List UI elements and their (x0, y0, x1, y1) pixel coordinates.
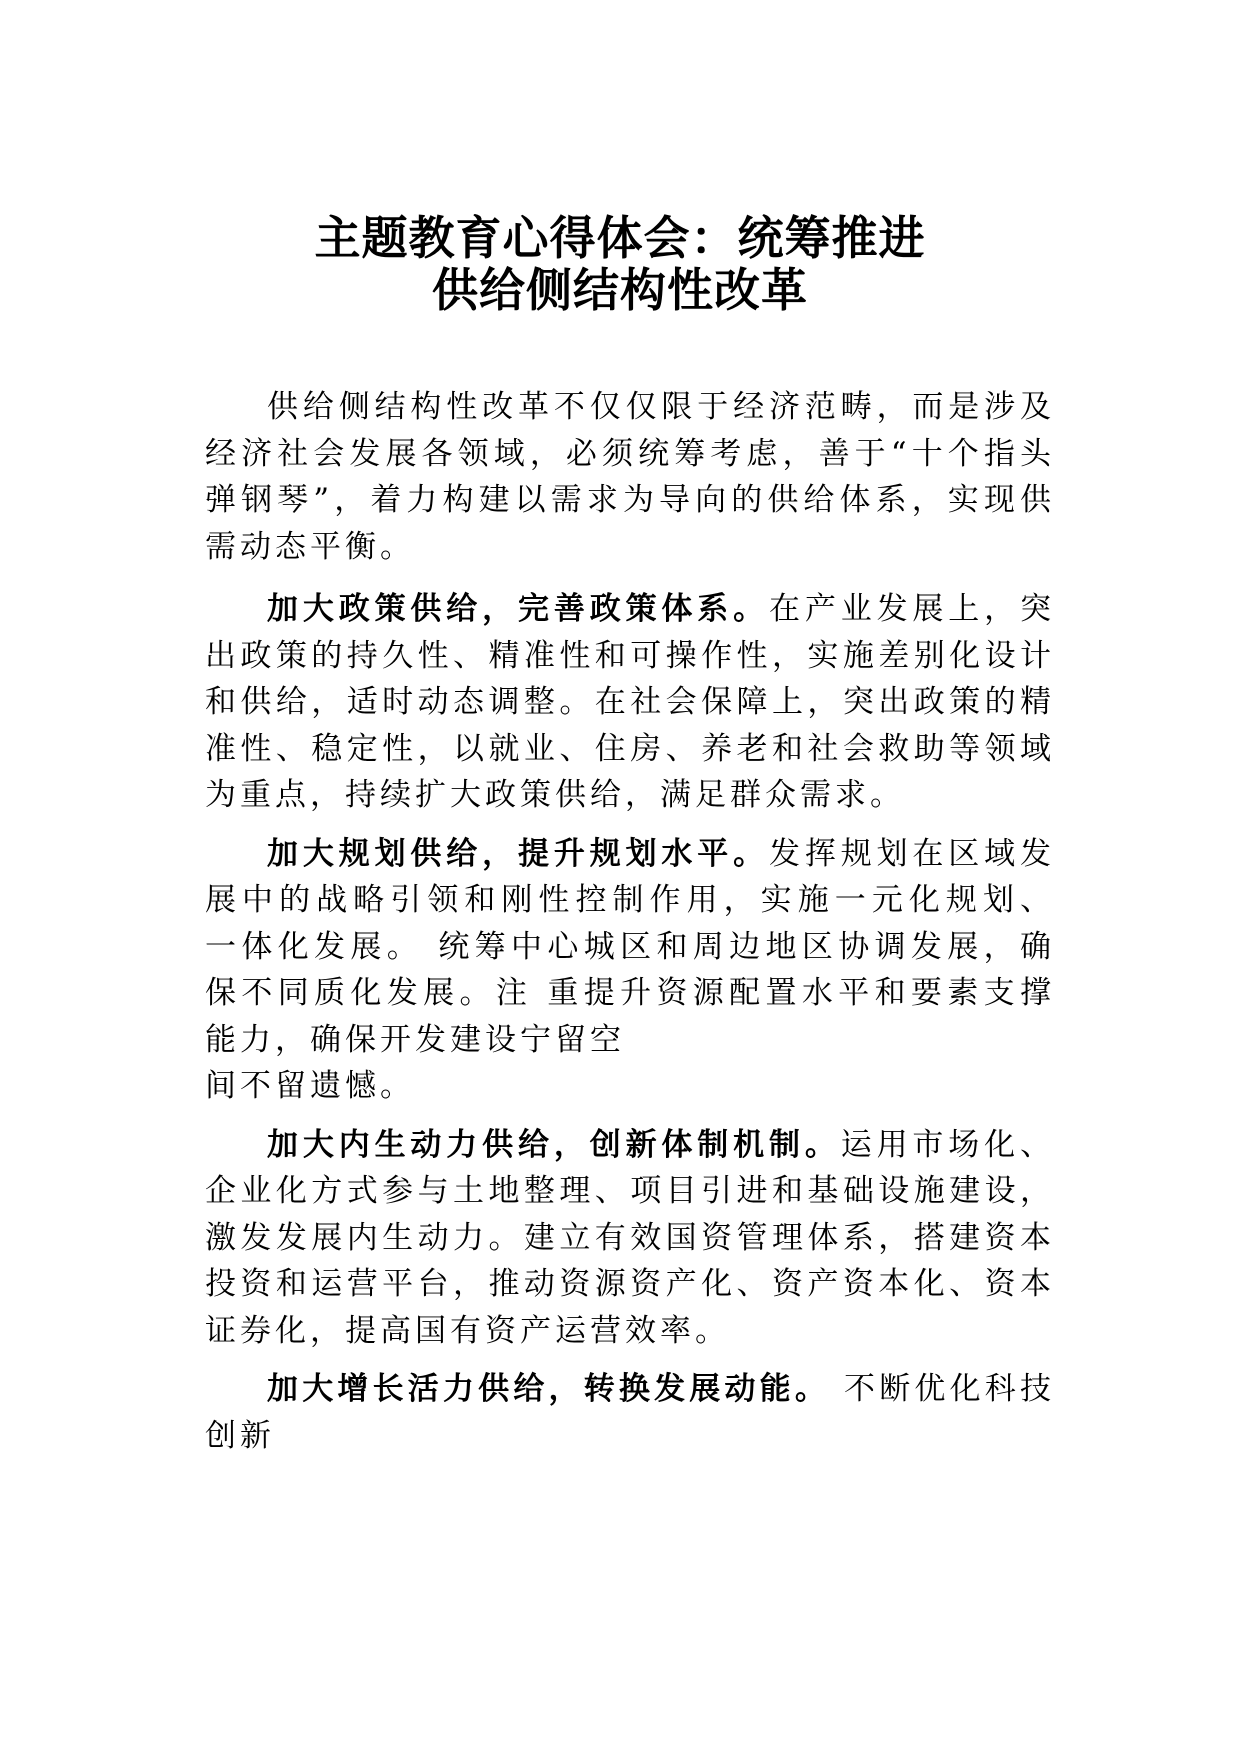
paragraph-lead: 加大规划供给，提升规划水平。 (267, 835, 769, 872)
paragraph-text: 在产业发展上，突出政策的持久性、精准性和可操作性，实施差别化设计和供给，适时动态调整。在社会保障上，突出政策的精准性、稳定性，以就业、住房、养老和社会救助等领域为重点，持续扩大政策供给，满足群众需求。 (205, 591, 1055, 813)
paragraph-text: 不断优化科技创新 (205, 1371, 1055, 1454)
title-line-2: 供给侧结构性改革 (432, 263, 808, 317)
paragraph-growth-supply (205, 1366, 1055, 1459)
paragraph-lead: 加大增长活力供给，转换发展动能。 (267, 1371, 831, 1407)
paragraph-text: 供给侧结构性改革不仅仅限于经济范畴，而是涉及经济社会发展各领域，必须统筹考虑，善于“十个指头弹钢琴”，着力构建以需求为导向的供给体系，实现供需动态平衡。 (205, 389, 1055, 565)
paragraph-text: 发挥规划在区域发展中的战略引领和刚性控制作用，实施一元化规划、 一体化发展。 统筹中心城区和周边地区协调发展，确保不同质化发展。注 重提升资源配置水平和要素支撑能力，确保开发建设宁留空 (205, 835, 1055, 1058)
document-body (205, 384, 1055, 1471)
paragraph-lead: 加大政策供给，完善政策体系。 (267, 591, 769, 627)
paragraph-planning-supply (205, 831, 1055, 1110)
paragraph-endogenous-supply (205, 1122, 1055, 1355)
paragraph-intro (205, 384, 1055, 570)
paragraph-text: 运用市场化、企业化方式参与土地整理、项目引进和基础设施建设，激发发展内生动力。建立有效国资管理体系，搭建资本投资和运营平台，推动资源资产化、资产资本化、资本证券化，提高国有资产运营效率。 (205, 1126, 1056, 1349)
paragraph-policy-supply (205, 586, 1055, 819)
paragraph-lead: 加大内生动力供给，创新体制机制。 (267, 1126, 841, 1163)
document-title (150, 212, 1090, 316)
title-line-1: 主题教育心得体会：统筹推进 (314, 211, 926, 265)
paragraph-text-tail: 间不留遗憾。 (205, 1068, 415, 1104)
